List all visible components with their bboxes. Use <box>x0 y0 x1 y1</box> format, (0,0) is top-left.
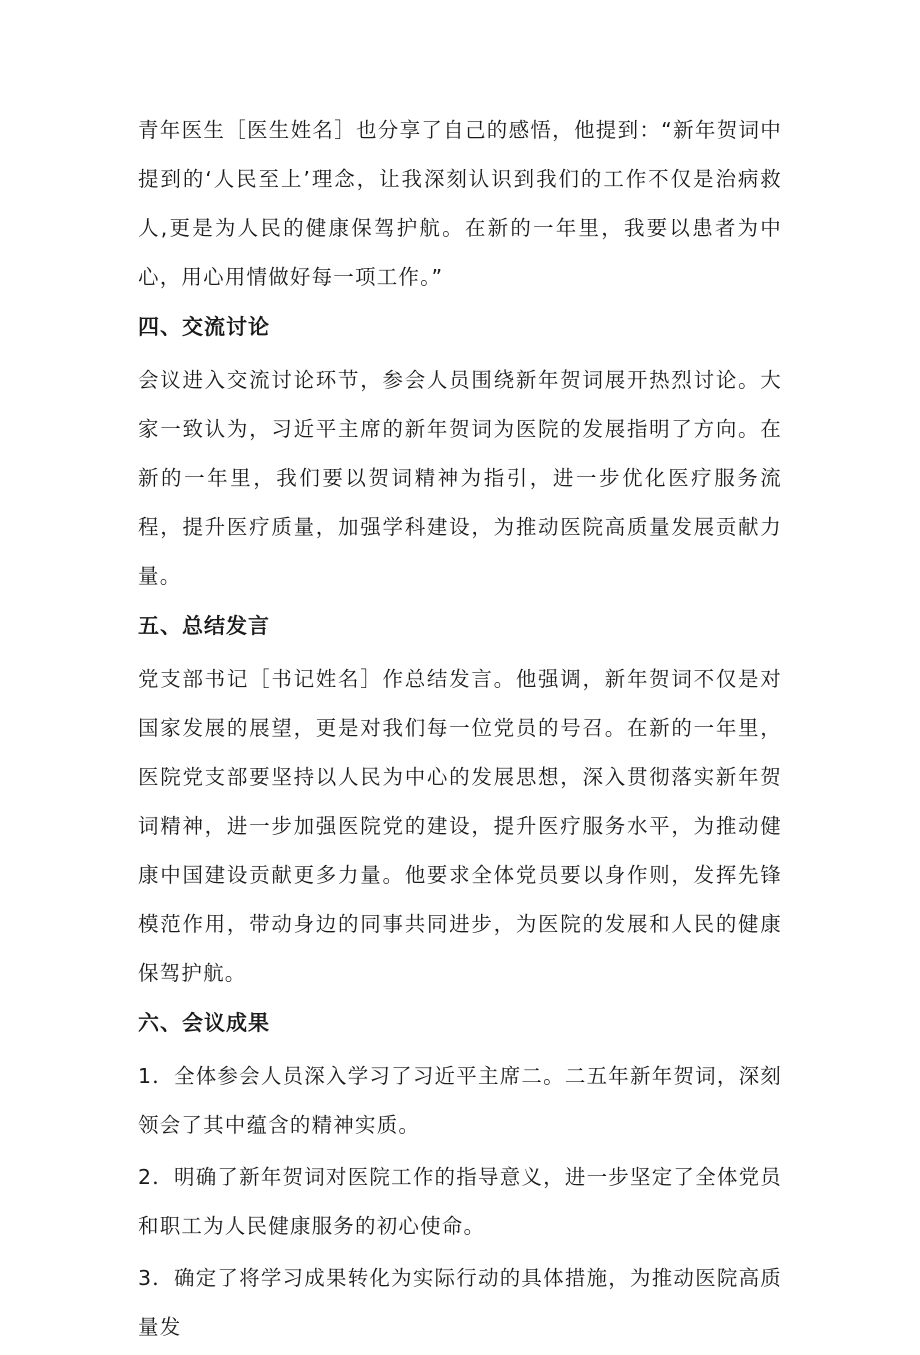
meeting-result-item-1: 1．全体参会人员深入学习了习近平主席二。二五年新年贺词，深刻领会了其中蕴含的精神实质。 <box>138 1064 782 1137</box>
section-heading-meeting-results: 六、会议成果 <box>138 1011 270 1035</box>
meeting-result-item-2: 2．明确了新年贺词对医院工作的指导意义，进一步坚定了全体党员和职工为人民健康服务的初心使命。 <box>138 1165 782 1238</box>
document-body <box>138 106 782 1355</box>
exchange-discussion-paragraph: 会议进入交流讨论环节，参会人员围绕新年贺词展开热烈讨论。大家一致认为，习近平主席的新年贺词为医院的发展指明了方向。在新的一年里，我们要以贺词精神为指引，进一步优化医疗服务流程，提升医疗质量，加强学科建设，为推动医院高质量发展贡献力量。 <box>138 368 782 588</box>
doctor-reflection-paragraph: 青年医生［医生姓名］也分享了自己的感悟，他提到：“新年贺词中提到的‘人民至上’理念，让我深刻认识到我们的工作不仅是治病救人,更是为人民的健康保驾护航。在新的一年里，我要以患者为中心，用心用情做好每一项工作。” <box>138 118 782 289</box>
meeting-result-item-3: 3．确定了将学习成果转化为实际行动的具体措施，为推动医院高质量发 <box>138 1266 782 1339</box>
summary-speech-paragraph: 党支部书记［书记姓名］作总结发言。他强调，新年贺词不仅是对国家发展的展望，更是对我们每一位党员的号召。在新的一年里，医院党支部要坚持以人民为中心的发展思想，深入贯彻落实新年贺词精神，进一步加强医院党的建设，提升医疗服务水平，为推动健康中国建设贡献更多力量。他要求全体党员要以身作则，发挥先锋模范作用，带动身边的同事共同进步，为医院的发展和人民的健康保驾护航。 <box>138 667 782 985</box>
section-heading-exchange-discussion: 四、交流讨论 <box>138 315 270 339</box>
section-heading-summary-speech: 五、总结发言 <box>138 614 270 638</box>
